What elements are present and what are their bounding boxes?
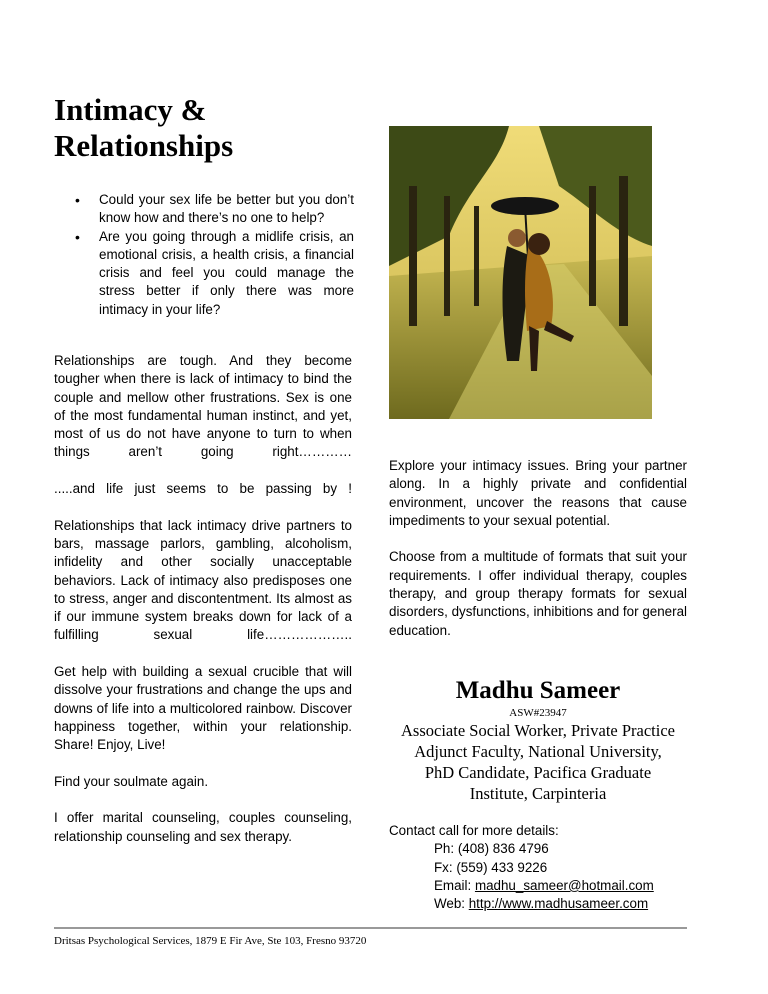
credential-line: Institute, Carpinteria xyxy=(469,784,607,803)
email-label: Email: xyxy=(434,877,475,893)
paragraph-relationships-tough: Relationships are tough. And they become tougher when there is lack of intimacy to bind the couple and mellow other frustrations. Sex is one of the most fundamental human instinct, and yet, most of us do not have anyone to turn to when things aren’t going right………… xyxy=(54,353,352,460)
paragraph-formats: Choose from a multitude of formats that suit your requirements. I offer individual therapy, couples therapy, and group therapy formats for sexual disorders, dysfunctions, inhibitions and for general education. xyxy=(389,549,687,638)
bullet-item: • Could your sex life be better but you don’t know how and there’s no one to help? xyxy=(72,191,354,228)
title-line-1: Intimacy & xyxy=(54,92,207,127)
contact-phone xyxy=(389,840,699,858)
bullet-list xyxy=(72,191,354,319)
footer-address: Dritsas Psychological Services, 1879 E Fir Ave, Ste 103, Fresno 93720 xyxy=(54,935,367,947)
paragraph-get-help: Get help with building a sexual crucible that will dissolve your frustrations and change the ups and downs of life into a multicolored rainbow. Discover happiness together, within your relationship. Share! Enjoy, Live! xyxy=(54,664,352,753)
contact-web xyxy=(389,895,699,913)
paragraph-soulmate: Find your soulmate again. xyxy=(54,773,209,789)
phone-label: Ph: xyxy=(434,841,458,857)
photo-illustration xyxy=(389,126,652,419)
paragraph-services: I offer marital counseling, couples counseling, relationship counseling and sex therapy. xyxy=(54,810,352,844)
therapist-profile xyxy=(389,675,687,804)
credential-line: Associate Social Worker, Private Practice xyxy=(401,721,675,740)
paragraph-lack-intimacy: Relationships that lack intimacy drive partners to bars, massage parlors, gambling, alcoholism, infidelity and other socially unacceptable behaviors. Lack of intimacy also predisposes one to stress, anger and discontentment. Its almost as if our immune system breaks down for lack of a fulfilling sexual life……………….. xyxy=(54,517,352,643)
contact-email xyxy=(389,877,699,895)
website-link[interactable]: http://www.madhusameer.com xyxy=(468,896,649,912)
paragraph-life-passing: .....and life just seems to be passing by ! xyxy=(54,481,352,497)
web-label: Web: xyxy=(434,896,469,912)
right-column xyxy=(389,457,687,658)
left-column xyxy=(54,352,352,864)
title-line-2: Relationships xyxy=(54,128,234,163)
credential-line: PhD Candidate, Pacifica Graduate xyxy=(424,763,652,782)
therapist-name: Madhu Sameer xyxy=(455,677,621,704)
email-link[interactable]: madhu_sameer@hotmail.com xyxy=(474,877,654,893)
contact-block xyxy=(389,822,699,913)
bullet-item: • Are you going through a midlife crisis, an emotional crisis, a health crisis, a financial crisis and feel you could manage the stress better if only there was more intimacy in your life? xyxy=(72,228,354,319)
paragraph-explore: Explore your intimacy issues. Bring your partner along. In a highly private and confidential environment, uncover the reasons that cause impediments to your sexual potential. xyxy=(389,458,687,528)
contact-fax xyxy=(389,859,699,877)
fax-label: Fx: xyxy=(434,859,457,875)
footer-divider xyxy=(54,927,687,929)
page-title xyxy=(54,92,364,164)
credential-line: Adjunct Faculty, National University, xyxy=(414,742,662,761)
fax-number: (559) 433 9226 xyxy=(456,859,548,875)
license-number: ASW#23947 xyxy=(509,707,567,719)
couple-umbrella-photo xyxy=(389,126,652,419)
phone-number: (408) 836 4796 xyxy=(457,841,549,857)
contact-heading: Contact call for more details: xyxy=(389,823,559,838)
